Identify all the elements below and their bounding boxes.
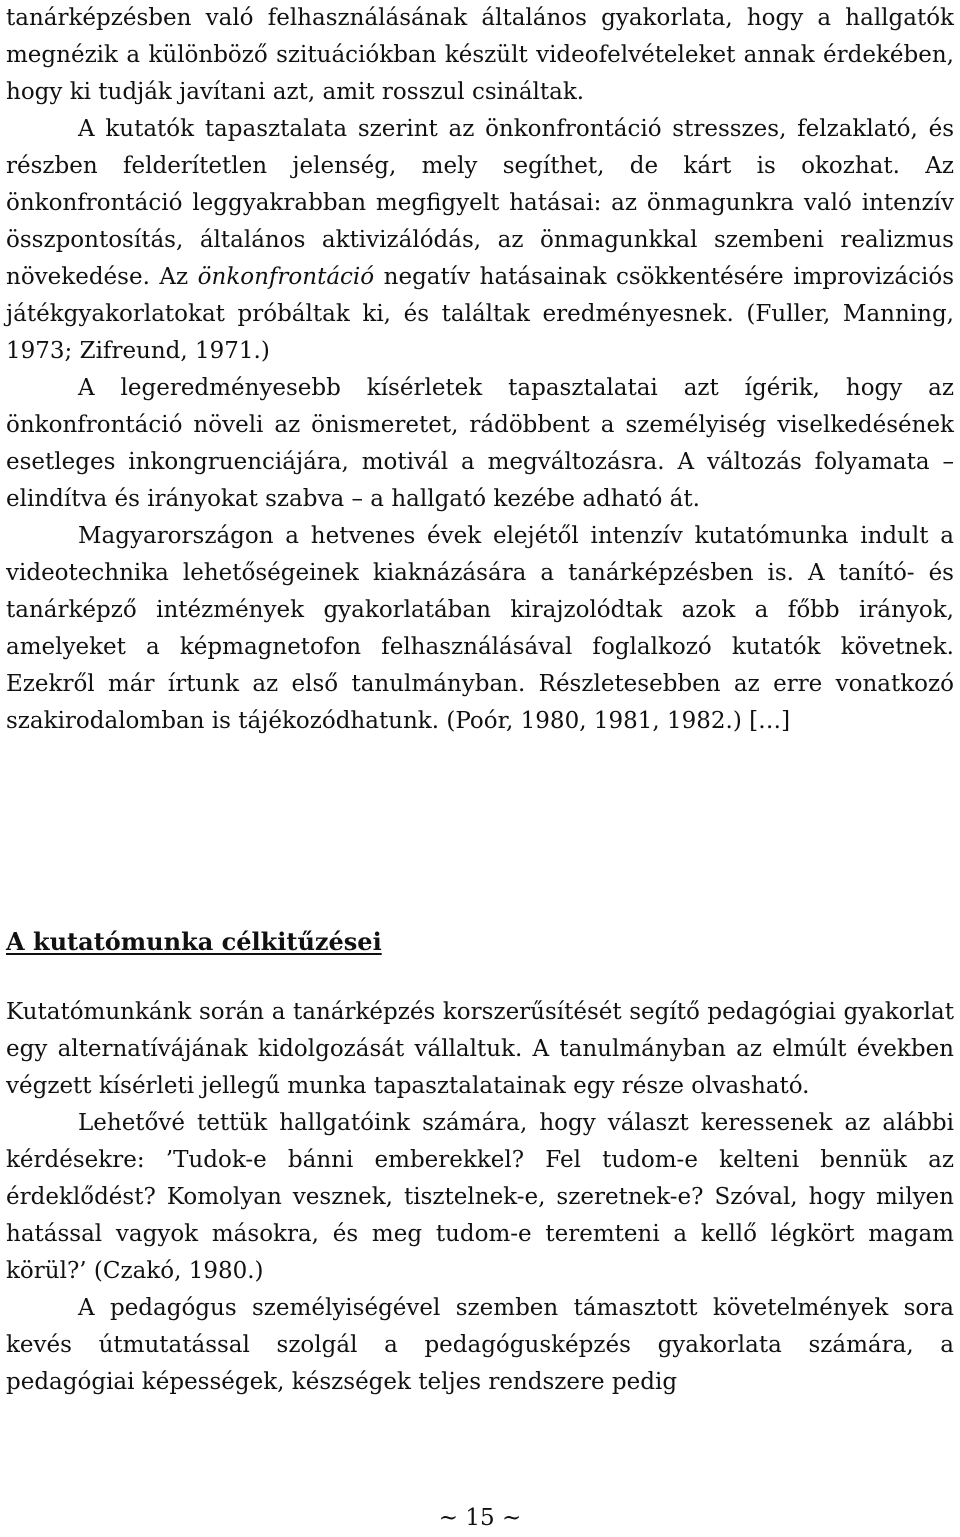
paragraph-7-text: A pedagógus személyiségével szemben támasztott követelmények sora kevés útmutatással szolgál a pedagógusképzés gyakorlata számára, a pedagógiai képességek, készségek teljes rendszere pedig <box>6 1295 954 1395</box>
page-number: ~ 15 ~ <box>438 1505 522 1531</box>
section-heading-wrap <box>6 923 382 960</box>
paragraph-3-text: A legeredményesebb kísérletek tapasztalatai azt ígérik, hogy az önkonfrontáció növeli az önismeretet, rádöbbent a személyiség viselkedésének esetleges inkongruenciájára, motivál a megváltozásra. A változás folyamata – elindítva és irányokat szabva – a hallgató kezébe adható át. <box>6 375 954 512</box>
paragraph-1-text: tanárképzésben való felhasználásának általános gyakorlata, hogy a hallgatók megnézik a különböző szituációkban készült videofelvételeket annak érdekében, hogy ki tudják javítani azt, amit rosszul csináltak. <box>6 5 954 105</box>
paragraph-6-text: Lehetővé tettük hallgatóink számára, hogy választ keressenek az alábbi kérdésekre: ’Tudok-e bánni emberekkel? Fel tudom-e kelteni bennük az érdeklődést? Komolyan vesznek, tisztelnek-e, szeretnek-e? Szóval, hogy milyen hatással vagyok másokra, és meg tudom-e teremteni a kellő légkört magam körül?’ (Czakó, 1980.) <box>6 1110 954 1284</box>
paragraph-2-text-b: negatív hatásainak csökkentésére improvizációs játékgyakorlatokat próbáltak ki, és találtak eredményesnek. (Fuller, Manning, 1973; Zifreund, 1971.) <box>6 264 954 364</box>
section-heading: A kutatómunka célkitűzései <box>6 927 382 956</box>
document-page <box>6 0 954 1395</box>
paragraph-5 <box>6 994 954 1105</box>
paragraph-1 <box>6 0 954 111</box>
paragraph-2-italic-term: önkonfrontáció <box>197 264 375 290</box>
paragraph-4-text: Magyarországon a hetvenes évek elejétől intenzív kutatómunka indult a videotechnika lehetőségeinek kiaknázására a tanárképzésben is. A tanító- és tanárképző intézmények gyakorlatában kirajzolódtak azok a főbb irányok, amelyeket a képmagnetofon felhasználásával foglalkozó kutatók követnek. Ezekről már írtunk az első tanulmányban. Részletesebben az erre vonatkozó szakirodalomban is tájékozódhatunk. (Poór, 1980, 1981, 1982.) […] <box>6 523 954 734</box>
text-block-bottom <box>6 994 954 1401</box>
paragraph-2-text-a: A kutatók tapasztalata szerint az önkonfrontáció stresszes, felzaklató, és részben felderítetlen jelenség, mely segíthet, de kárt is okozhat. Az önkonfrontáció leggyakrabban megfigyelt hatásai: az önmagunkra való intenzív összpontosítás, általános aktivizálódás, az önmagunkkal szembeni realizmus növekedése. Az <box>6 116 954 290</box>
paragraph-4 <box>6 518 954 740</box>
paragraph-6 <box>6 1105 954 1290</box>
text-block-top <box>6 0 954 740</box>
paragraph-3 <box>6 370 954 518</box>
paragraph-7 <box>6 1290 954 1401</box>
paragraph-2 <box>6 111 954 370</box>
paragraph-5-text: Kutatómunkánk során a tanárképzés korszerűsítését segítő pedagógiai gyakorlat egy alternatívájának kidolgozását vállaltuk. A tanulmányban az elmúlt években végzett kísérleti jellegű munka tapasztalatainak egy része olvasható. <box>6 999 954 1099</box>
